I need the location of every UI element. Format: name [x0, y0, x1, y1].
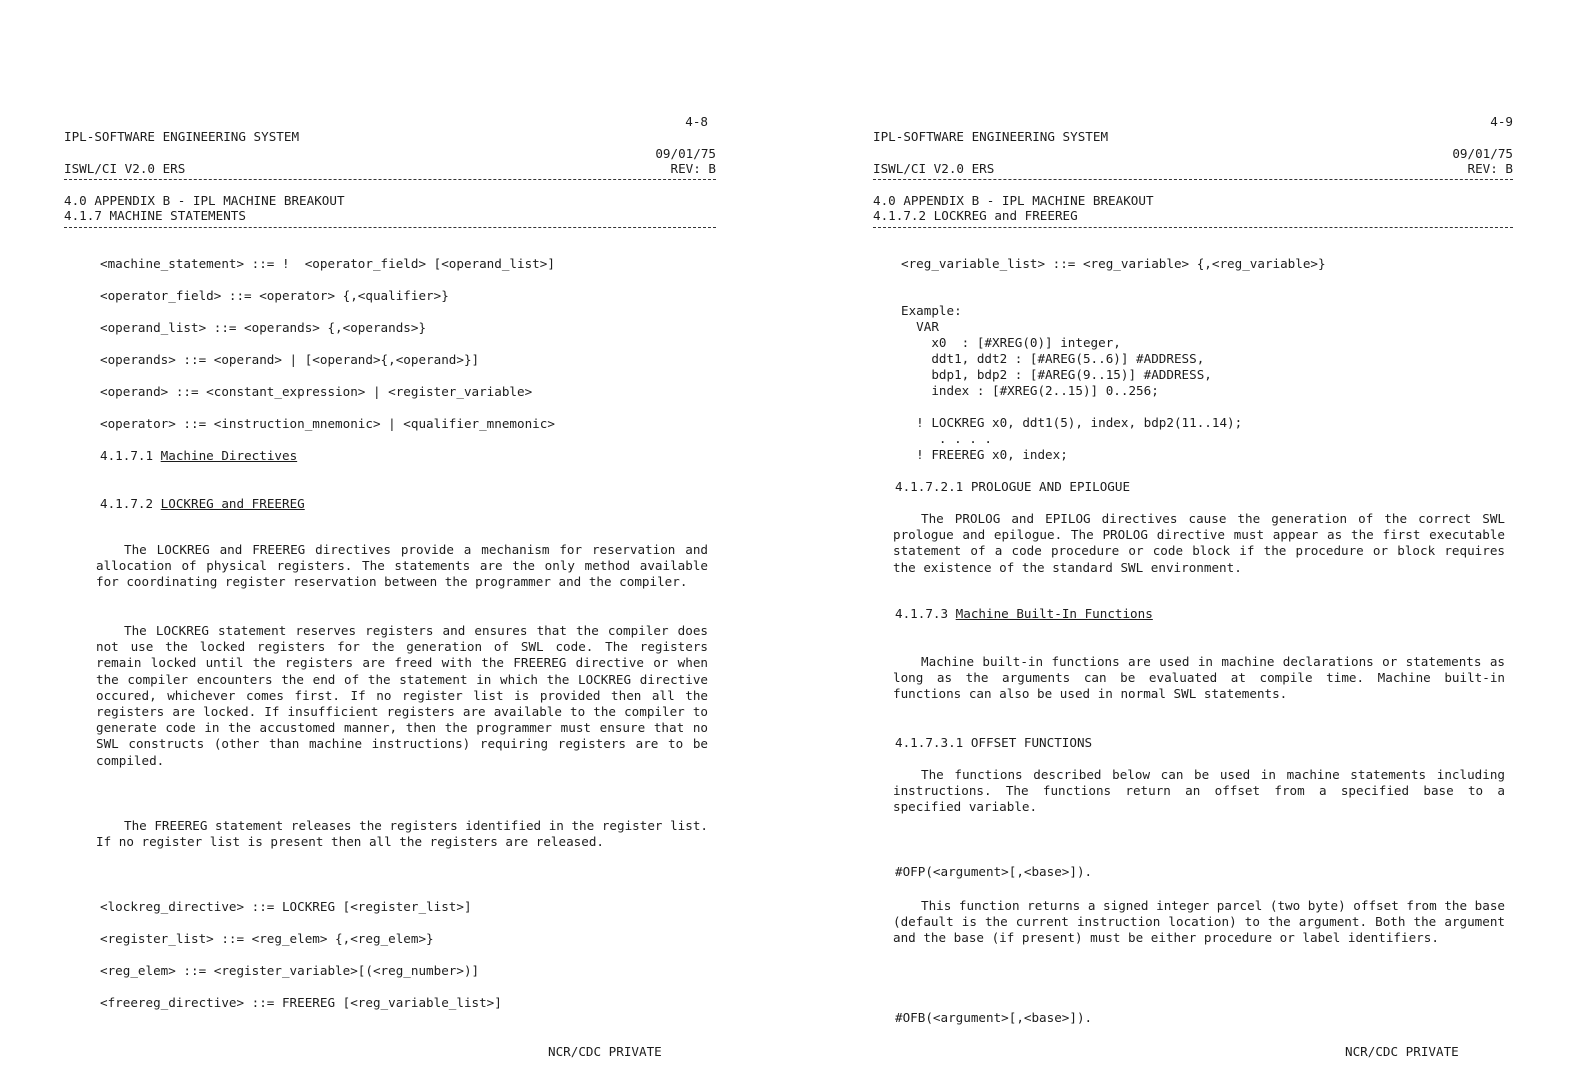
section-rule — [873, 227, 1513, 228]
header-rule — [64, 179, 716, 180]
header-rule — [873, 179, 1513, 180]
document-id: ISWL/CI V2.0 ERS — [64, 161, 186, 176]
subsection-title: 4.1.7 MACHINE STATEMENTS — [64, 208, 246, 223]
bnf-register-list: <register_list> ::= <reg_elem> {,<reg_elem>} — [100, 931, 434, 946]
paragraph-lockreg-intro: The LOCKREG and FREEREG directives provide a mechanism for reservation and allocation of physical registers. The statements are the only method available for coordinating register reservation between the programmer and the compiler. — [96, 542, 708, 590]
bnf-operator: <operator> ::= <instruction_mnemonic> | <qualifier_mnemonic> — [100, 416, 555, 431]
ofb-syntax: #OFB(<argument>[,<base>]). — [895, 1010, 1093, 1025]
code-line: . . . . — [901, 431, 992, 446]
bnf-reg-variable-list: <reg_variable_list> ::= <reg_variable> {,<reg_variable>} — [901, 256, 1326, 271]
code-line: x0 : [#XREG(0)] integer, — [901, 335, 1121, 350]
paragraph-lockreg-statement: The LOCKREG statement reserves registers and ensures that the compiler does not use the locked registers for the generation of SWL code. The registers remain locked until the registers are freed with the FREEREG directive or when the compiler encounters the end of the statement in which the LOCKREG directive occured, whichever comes first. If no register list is provided then all the registers are locked. If insufficient registers are available to the compiler to generate code in the accustomed manner, then the programmer must ensure that no SWL constructs (other than machine instructions) requiring registers are to be compiled. — [96, 623, 708, 768]
code-line: ! LOCKREG x0, ddt1(5), index, bdp2(11..14); — [901, 415, 1243, 430]
heading-4172 — [100, 496, 305, 511]
document-date: 09/01/75 — [655, 146, 716, 161]
bnf-operator-field: <operator_field> ::= <operator> {,<qualifier>} — [100, 288, 449, 303]
heading-4171 — [100, 448, 297, 463]
bnf-lockreg-directive: <lockreg_directive> ::= LOCKREG [<register_list>] — [100, 899, 472, 914]
section-rule — [64, 227, 716, 228]
footer-private: NCR/CDC PRIVATE — [1345, 1044, 1459, 1059]
paragraph-ofp-function: This function returns a signed integer parcel (two byte) offset from the base (default is the current instruction location) to the argument. Both the argument and the base (if present) must be either procedure or label identifiers. — [893, 898, 1505, 946]
example-label: Example: — [901, 303, 962, 318]
code-line — [901, 399, 1242, 415]
right-page-content — [873, 0, 1513, 1080]
code-line: ddt1, ddt2 : [#AREG(5..6)] #ADDRESS, — [901, 351, 1205, 366]
section-title: 4.0 APPENDIX B - IPL MACHINE BREAKOUT — [873, 193, 1154, 208]
bnf-operand: <operand> ::= <constant_expression> | <register_variable> — [100, 384, 533, 399]
paragraph-builtin-functions: Machine built-in functions are used in machine declarations or statements as long as the arguments can be evaluated at compile time. Machine built-in functions can also be used in normal SWL statements. — [893, 654, 1505, 702]
heading-4172-title: LOCKREG and FREEREG — [160, 496, 305, 511]
heading-4171-number: 4.1.7.1 — [100, 448, 154, 463]
heading-4173-number: 4.1.7.3 — [895, 606, 949, 621]
bnf-operands: <operands> ::= <operand> | [<operand>{,<operand>}] — [100, 352, 480, 367]
paragraph-prolog-epilog: The PROLOG and EPILOG directives cause the generation of the correct SWL prologue and epilogue. The PROLOG directive must appear as the first executable statement of a code procedure or code block if the procedure or block requires the existence of the standard SWL environment. — [893, 511, 1505, 575]
bnf-reg-elem: <reg_elem> ::= <register_variable>[(<reg_number>)] — [100, 963, 480, 978]
heading-4172-number: 4.1.7.2 — [100, 496, 154, 511]
paragraph-offset-functions: The functions described below can be used in machine statements including instructions. The functions return an offset from a specified base to a specified variable. — [893, 767, 1505, 815]
system-title: IPL-SOFTWARE ENGINEERING SYSTEM — [873, 129, 1109, 144]
bnf-operand-list: <operand_list> ::= <operands> {,<operands>} — [100, 320, 427, 335]
footer-private: NCR/CDC PRIVATE — [548, 1044, 662, 1059]
code-line: index : [#XREG(2..15)] 0..256; — [901, 383, 1159, 398]
subsection-title: 4.1.7.2 LOCKREG and FREEREG — [873, 208, 1078, 223]
heading-41731: 4.1.7.3.1 OFFSET FUNCTIONS — [895, 735, 1093, 750]
code-line: VAR — [901, 319, 939, 334]
paragraph-freereg-statement: The FREEREG statement releases the registers identified in the register list. If no register list is present then all the registers are released. — [96, 818, 708, 850]
revision: REV: B — [670, 161, 716, 176]
revision: REV: B — [1467, 161, 1513, 176]
system-title: IPL-SOFTWARE ENGINEERING SYSTEM — [64, 129, 300, 144]
bnf-machine-statement: <machine_statement> ::= ! <operator_field> [<operand_list>] — [100, 256, 555, 271]
left-page-content — [64, 0, 716, 1080]
code-line: ! FREEREG x0, index; — [901, 447, 1068, 462]
heading-4171-title: Machine Directives — [160, 448, 298, 463]
page-number: 4-9 — [1490, 114, 1513, 129]
heading-4173 — [895, 606, 1153, 621]
bnf-freereg-directive: <freereg_directive> ::= FREEREG [<reg_variable_list>] — [100, 995, 502, 1010]
document-date: 09/01/75 — [1452, 146, 1513, 161]
example-code — [901, 319, 1242, 463]
page-number: 4-8 — [685, 114, 708, 129]
ofp-syntax: #OFP(<argument>[,<base>]). — [895, 864, 1093, 879]
section-title: 4.0 APPENDIX B - IPL MACHINE BREAKOUT — [64, 193, 345, 208]
heading-4173-title: Machine Built-In Functions — [955, 606, 1153, 621]
code-line: bdp1, bdp2 : [#AREG(9..15)] #ADDRESS, — [901, 367, 1212, 382]
heading-41721: 4.1.7.2.1 PROLOGUE AND EPILOGUE — [895, 479, 1131, 494]
document-id: ISWL/CI V2.0 ERS — [873, 161, 995, 176]
right-page — [791, 0, 1582, 1080]
